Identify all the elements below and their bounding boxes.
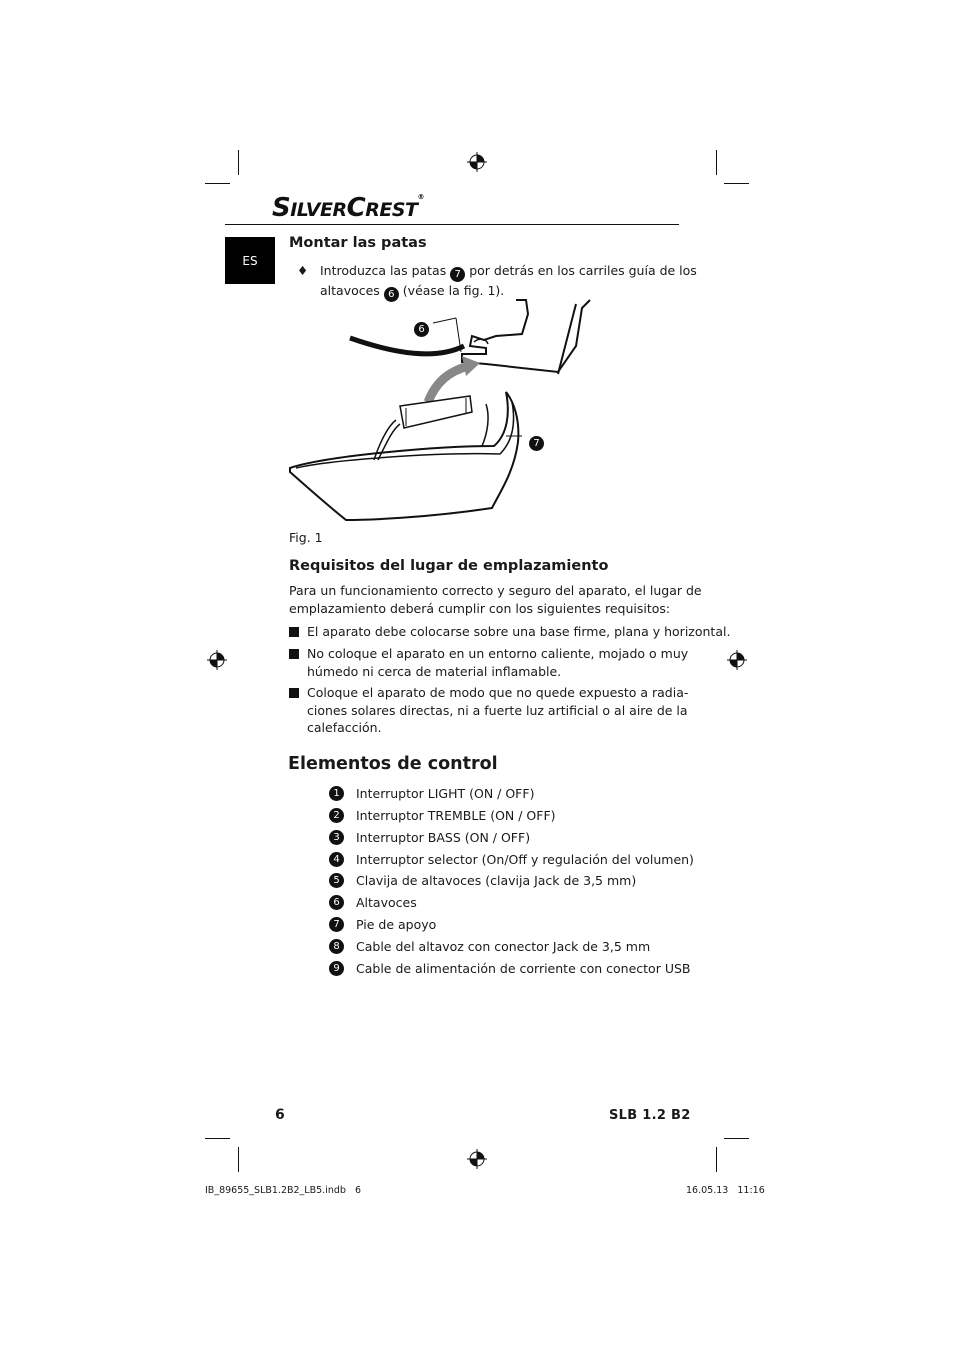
list-item: El aparato debe colocarse sobre una base firme, plana y horizontal.: [307, 624, 731, 639]
section-title-elementos: Elementos de control: [288, 754, 498, 774]
requisitos-intro: Para un funcionamiento correcto y seguro del aparato, el lugar de emplazamiento deberá cumplir con los siguientes requisitos:: [289, 583, 702, 616]
registration-mark-icon: [727, 650, 747, 670]
figure-caption: Fig. 1: [289, 530, 323, 545]
page-number: 6: [275, 1107, 285, 1123]
section-title-montar: Montar las patas: [289, 235, 427, 251]
print-slug-file: IB_89655_SLB1.2B2_LB5.indb 6: [205, 1185, 361, 1196]
ref-number-6: 6: [384, 287, 399, 302]
print-slug-datetime: 16.05.13 11:16: [686, 1185, 765, 1196]
callout-7: 7: [529, 429, 544, 451]
registration-mark-icon: [207, 650, 227, 670]
brand-logo: SILVERCREST®: [272, 193, 424, 223]
square-bullet-icon: [289, 688, 299, 698]
list-item: Coloque el aparato de modo que no quede expuesto a radia- ciones solares directas, ni a fuerte luz artificial o al aire de la calefacción.: [307, 685, 689, 735]
ref-number-7: 7: [450, 267, 465, 282]
callout-6: 6: [414, 315, 429, 337]
model-label: SLB 1.2 B2: [609, 1108, 691, 1123]
square-bullet-icon: [289, 627, 299, 637]
section-title-requisitos: Requisitos del lugar de emplazamiento: [289, 558, 609, 574]
header-rule: [225, 224, 679, 225]
language-tab: ES: [225, 237, 275, 284]
bullet-text: Introduzca las patas 7 por detrás en los carriles guía de los altavoces 6 (véase la fig. 1).: [320, 263, 697, 300]
assembly-illustration: [286, 296, 596, 522]
registration-mark-icon: [467, 1149, 487, 1169]
square-bullet-icon: [289, 649, 299, 659]
bullet-diamond: ♦: [297, 263, 309, 278]
list-item: No coloque el aparato en un entorno caliente, mojado o muy húmedo ni cerca de material inflamable.: [307, 646, 689, 679]
registration-mark-icon: [467, 152, 487, 172]
